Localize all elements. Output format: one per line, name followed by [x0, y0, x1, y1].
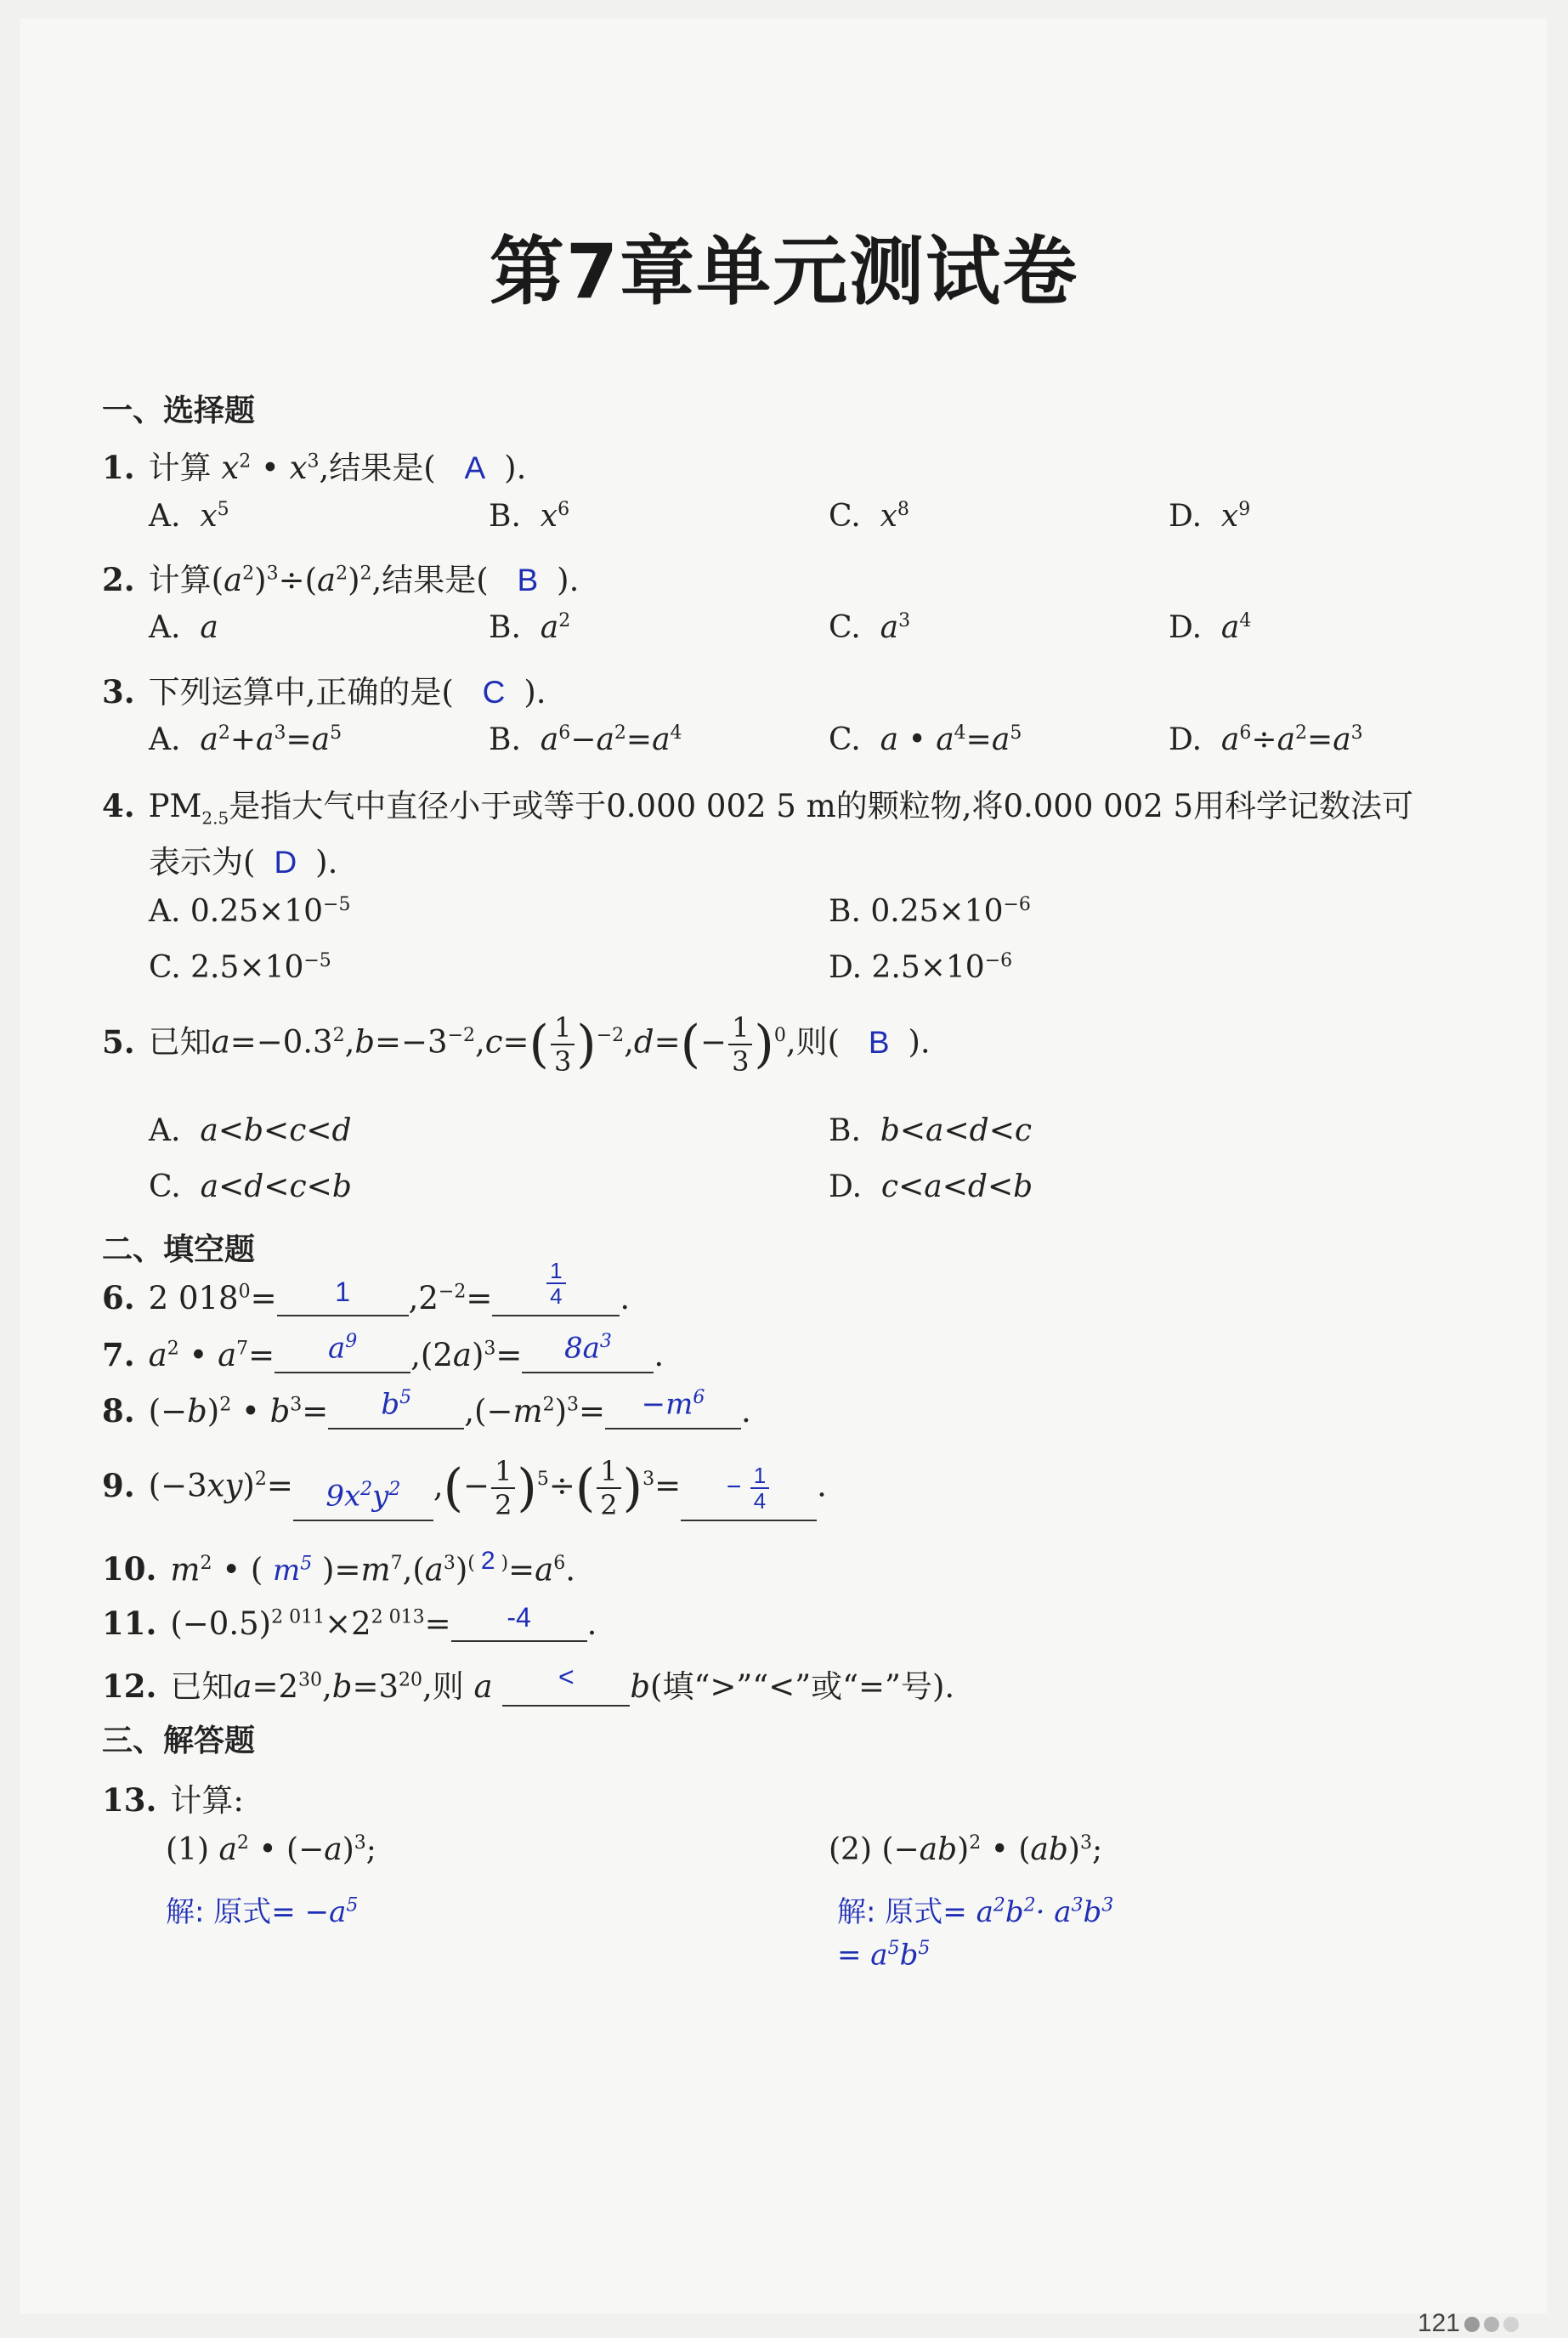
answer-blank: -4	[451, 1606, 587, 1642]
question-10: 10. $m^2$ • ( $m^5$ )$=m^7,(a^3)^{( 2 )}=a^6$.	[102, 1547, 575, 1588]
question-8: 8. $(-b)^2$ • $b^3=$ $b^5$ $,(-m^2)^3=$ $-m^6$ .	[102, 1386, 751, 1429]
question-1: 1. 计算 $x^2$ • $x^3$,结果是( A ).	[102, 449, 527, 486]
answer-blank: − $\frac{1}{4}$	[681, 1486, 817, 1521]
option-c: C. $x^8$	[829, 499, 909, 534]
question-4-line2: 表示为( D ).	[149, 844, 338, 880]
question-9: 9. $(-3xy)^2=$ $9x^2y^2$ ,(− $\frac{1}{2}$ )$^5$÷( $\frac{1}{2}$ )$^3$= − $\frac{1}{4}$ .	[102, 1455, 827, 1521]
option-a: A. $x^5$	[149, 499, 229, 534]
option-a: A. a	[149, 610, 218, 645]
question-6: 6. 2 $018^0=$ 1 $,2^{-2}=$ $\frac{1}{4}$ .	[102, 1258, 631, 1316]
question-11: 11. $(-0.5)^{2 011}\times 2^{2 013}=$ -4 .	[102, 1602, 597, 1642]
page-dot-2	[1484, 2317, 1499, 2332]
option-b: B. $a^2$	[489, 610, 571, 645]
option-d: D. $a^4$	[1169, 610, 1252, 645]
page-background	[20, 19, 1547, 2313]
question-13-part-1: (1) $a^2$ • $(-a)^3$;	[166, 1832, 376, 1867]
option-a: A. a<b<c<d	[149, 1113, 352, 1148]
option-d: D. $a^6\div a^2=a^3$	[1169, 722, 1363, 757]
question-2: 2. 计算$(a^2)^3\div(a^2)^2$,结果是( B ).	[102, 561, 580, 598]
section-heading-fill: 二、填空题	[102, 1232, 256, 1267]
handwritten-answer: C	[482, 675, 506, 710]
question-12: 12. 已知$a=2^{30},b=3^{20}$,则 a < b(填“>”“<”或“=”号).	[102, 1662, 955, 1705]
answer-blank: 1	[277, 1281, 409, 1316]
option-a: A. $a^2+a^3=a^5$	[149, 722, 342, 757]
question-13: 13. 计算:	[102, 1781, 244, 1819]
solution-part-2-line2: = $a^5b^5$	[837, 1938, 931, 1973]
option-c: C. a<d<c<b	[149, 1169, 352, 1204]
answer-blank: $\frac{1}{4}$	[492, 1281, 620, 1316]
solution-part-2: 解: 原式= $a^2b^2\cdot a^3b^3$	[837, 1894, 1114, 1929]
page-dot-3	[1503, 2317, 1519, 2332]
option-b: B. b<a<d<c	[829, 1113, 1033, 1148]
question-3: 3. 下列运算中,正确的是( C ).	[102, 673, 546, 710]
option-a: A. $0.25\times 10^{-5}$	[149, 894, 351, 929]
option-c: C. a • $a^4=a^5$	[829, 722, 1022, 757]
answer-blank: $9x^2y^2$	[293, 1486, 433, 1521]
option-c: C. $a^3$	[829, 610, 911, 645]
answer-blank: $a^9$	[275, 1338, 410, 1373]
section-heading-solve: 三、解答题	[102, 1724, 256, 1758]
option-b: B. $x^6$	[489, 499, 570, 534]
question-4: 4. $PM_{2.5}$是指大气中直径小于或等于0.000 002 5 m的颗粒物,将0.000 002 5用科学记数法可	[102, 787, 1414, 829]
handwritten-answer: D	[274, 845, 297, 880]
answer-blank: $-m^6$	[605, 1394, 741, 1429]
question-7: 7. $a^2$ • $a^7=$ $a^9$ $,(2a)^3=$ $8a^3$ .	[102, 1330, 665, 1373]
option-b: B. $a^6-a^2=a^4$	[489, 722, 682, 757]
option-d: D. c<a<d<b	[829, 1169, 1033, 1204]
handwritten-answer: B	[517, 563, 539, 597]
handwritten-answer: B	[868, 1024, 890, 1060]
answer-blank: $8a^3$	[522, 1338, 654, 1373]
option-d: D. $2.5\times 10^{-6}$	[829, 950, 1013, 985]
question-number: 1.	[102, 449, 135, 486]
option-d: D. $x^9$	[1169, 499, 1251, 534]
section-heading-choice: 一、选择题	[102, 393, 256, 428]
page-title: 第7章单元测试卷	[489, 228, 1079, 315]
option-b: B. $0.25\times 10^{-6}$	[829, 894, 1031, 929]
question-5: 5. 已知$a=-0.3^2,b=-3^{-2},c=$( $\frac{1}{3}$ )$^{-2}$,d=(− $\frac{1}{3}$ )$^0$,则( B ).	[102, 1011, 931, 1078]
answer-blank: $b^5$	[328, 1394, 464, 1429]
page-number: 121	[1418, 2309, 1519, 2338]
answer-blank: <	[502, 1671, 630, 1707]
question-13-part-2: (2) $(-ab)^2$ • (ab)$^3$;	[829, 1832, 1103, 1867]
page-dot-1	[1464, 2317, 1480, 2332]
option-c: C. $2.5\times 10^{-5}$	[149, 950, 331, 985]
handwritten-answer: A	[464, 450, 486, 485]
solution-part-1: 解: 原式= $-a^5$	[166, 1894, 359, 1929]
